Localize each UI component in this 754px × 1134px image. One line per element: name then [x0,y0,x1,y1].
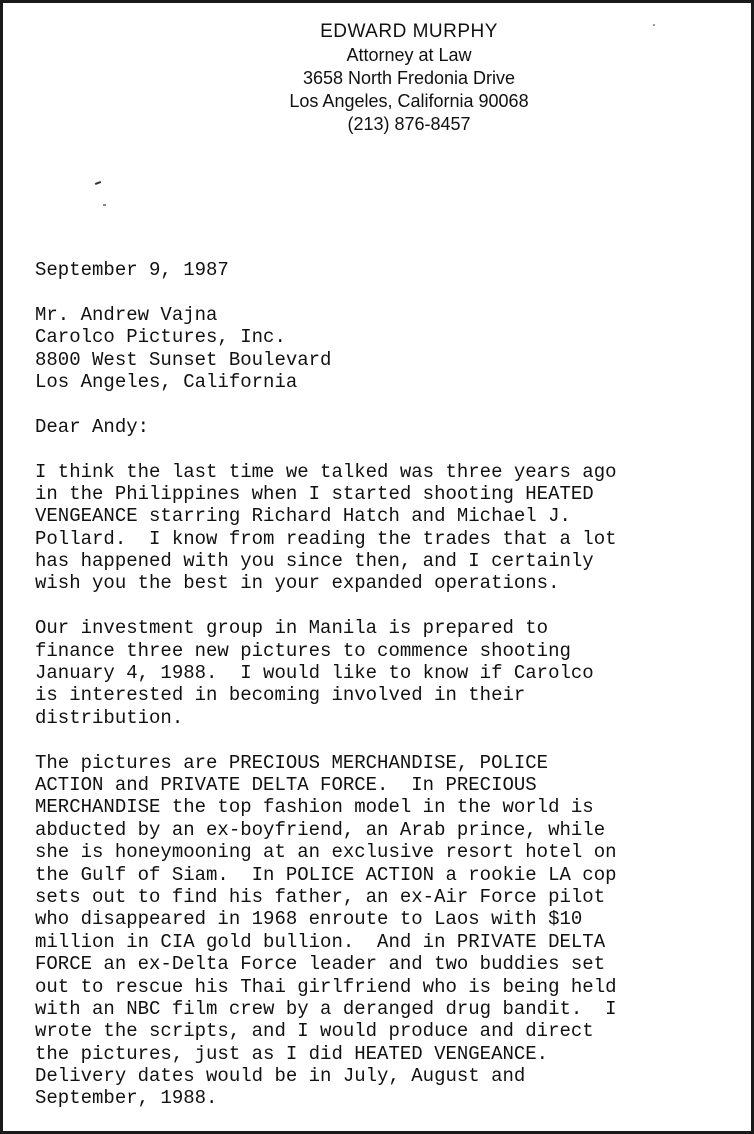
paragraph-line: out to rescue his Thai girlfriend who is being held [35,975,617,998]
paragraph-line: The pictures are PRECIOUS MERCHANDISE, POLICE [35,751,549,774]
letterhead-title: Attorney at Law [346,45,472,65]
recipient-line: Mr. Andrew Vajna [35,303,218,326]
paragraph-line: MERCHANDISE the top fashion model in the world is [35,796,594,819]
paragraph-line: January 4, 1988. I would like to know if Carolco [35,662,594,685]
paragraph-line: has happened with you since then, and I certainly [35,550,594,573]
paragraph-line: Our investment group in Manila is prepared to [35,617,549,640]
paragraph-line: with an NBC film crew by a deranged drug bandit. I [35,997,617,1020]
paragraph-line: VENGEANCE starring Richard Hatch and Michael J. [35,505,571,528]
paragraph-line: who disappeared in 1968 enroute to Laos with $10 [35,908,583,931]
recipient-line: 8800 West Sunset Boulevard [35,348,332,371]
paragraph-line: FORCE an ex-Delta Force leader and two buddies set [35,953,606,976]
paragraph-line: I think the last time we talked was three years ago [35,460,617,483]
paragraph-line: September, 1988. [35,1087,218,1110]
paragraph-line: the Gulf of Siam. In POLICE ACTION a rookie LA cop [35,863,617,886]
paragraph-line: in the Philippines when I started shooting HEATED [35,482,594,505]
paragraph-2 [35,617,735,729]
scan-speck [95,181,101,185]
letterhead [3,19,751,136]
paragraph-line: finance three new pictures to commence shooting [35,639,571,662]
paragraph-line: wrote the scripts, and I would produce and direct [35,1020,594,1043]
paragraph-line: she is honeymooning at an exclusive resort hotel on [35,841,617,864]
paragraph-line: Delivery dates would be in July, August and [35,1065,526,1088]
paragraph-line: ACTION and PRIVATE DELTA FORCE. In PRECIOUS [35,773,537,796]
paragraph-3 [35,752,735,1110]
paragraph-line: abducted by an ex-boyfriend, an Arab prince, while [35,818,606,841]
paragraph-line: is interested in becoming involved in their [35,684,526,707]
paragraph-1 [35,461,735,595]
paragraph-line: wish you the best in your expanded operations. [35,572,560,595]
letterhead-phone: (213) 876-8457 [347,114,471,134]
letter-body [35,259,735,1110]
paragraph-line: distribution. [35,706,184,729]
recipient-address [35,304,735,394]
recipient-line: Los Angeles, California [35,370,298,393]
salutation: Dear Andy: [35,415,150,438]
paragraph-line: the pictures, just as I did HEATED VENGEANCE. [35,1042,549,1065]
letterhead-street: 3658 North Fredonia Drive [302,68,516,88]
paragraph-line: million in CIA gold bullion. And in PRIVATE DELTA [35,930,606,953]
scan-speck [653,24,655,26]
scan-speck [103,204,106,206]
paragraph-line: sets out to find his father, an ex-Air Force pilot [35,885,606,908]
paragraph-line: Pollard. I know from reading the trades that a lot [35,527,617,550]
letterhead-name: EDWARD MURPHY [320,21,498,42]
letter-date: September 9, 1987 [35,259,229,281]
letterhead-city: Los Angeles, California 90068 [289,91,529,111]
recipient-line: Carolco Pictures, Inc. [35,326,286,349]
